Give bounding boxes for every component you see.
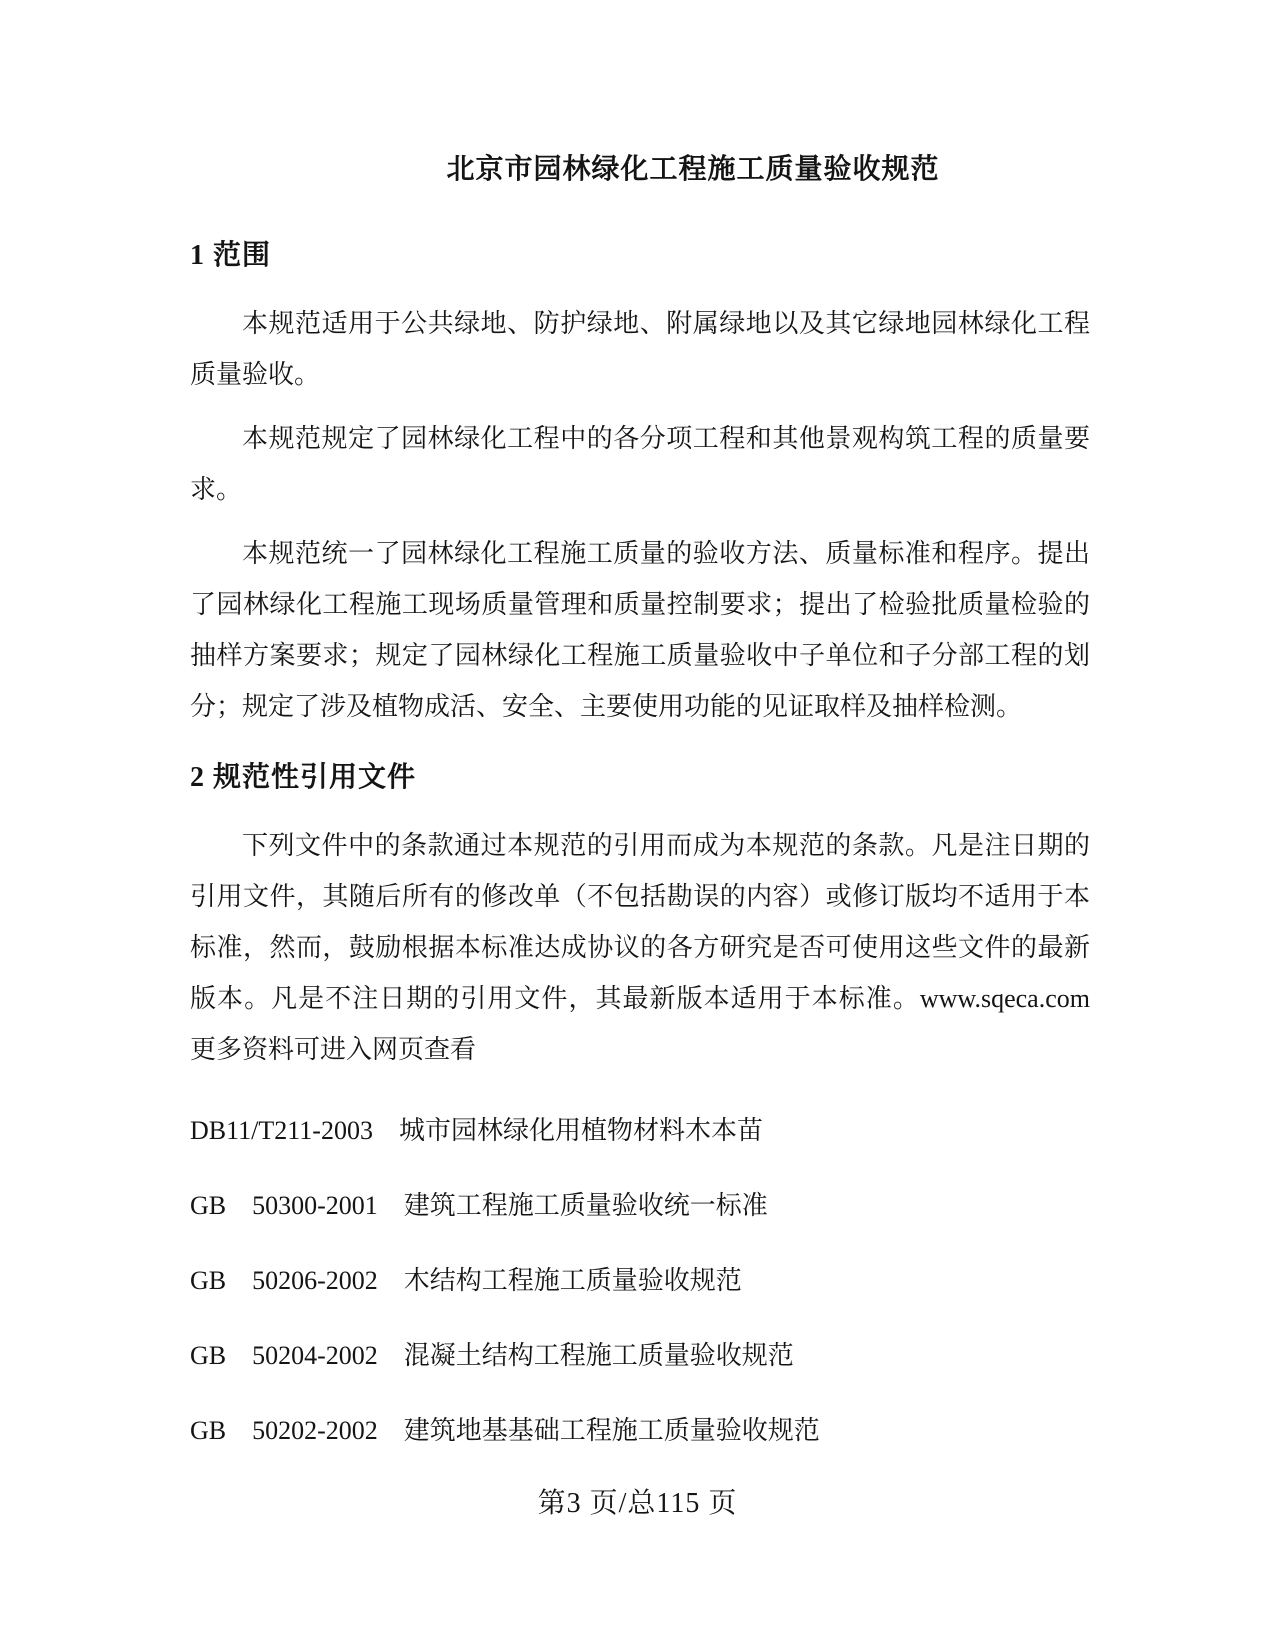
reference-list (190, 1105, 1090, 1456)
document-title: 北京市园林绿化工程施工质量验收规范 (446, 154, 940, 185)
section-references-heading: 2 规范性引用文件 (190, 762, 417, 793)
reference-item-gb-50202-2002: GB 50202-2002 建筑地基基础工程施工质量验收规范 (190, 1416, 820, 1445)
reference-item-db11-t211-2003: DB11/T211-2003 城市园林绿化用植物材料木本苗 (190, 1116, 763, 1145)
references-intro-paragraph: 下列文件中的条款通过本规范的引用而成为本规范的条款。凡是注日期的引用文件，其随后所有的修改单（不包括勘误的内容）或修订版均不适用于本标准，然而，鼓励根据本标准达成协议的各方研究是否可使用这些文件的最新版本。凡是不注日期的引用文件，其最新版本适用于本标准。www.sqeca.com 更多资料可进入网页查看 (190, 831, 1090, 1064)
section-normative-references (190, 760, 1090, 1456)
scope-paragraph-2: 本规范规定了园林绿化工程中的各分项工程和其他景观构筑工程的质量要求。 (190, 424, 1090, 504)
reference-item-gb-50300-2001: GB 50300-2001 建筑工程施工质量验收统一标准 (190, 1191, 768, 1220)
scope-paragraph-3: 本规范统一了园林绿化工程施工质量的验收方法、质量标准和程序。提出了园林绿化工程施工现场质量管理和质量控制要求；提出了检验批质量检验的抽样方案要求；规定了园林绿化工程施工质量验收中子单位和子分部工程的划分；规定了涉及植物成活、安全、主要使用功能的见证取样及抽样检测。 (190, 539, 1090, 721)
section-scope-heading: 1 范围 (190, 240, 272, 271)
scope-paragraph-1: 本规范适用于公共绿地、防护绿地、附属绿地以及其它绿地园林绿化工程质量验收。 (190, 309, 1090, 389)
section-scope (190, 238, 1090, 732)
page-footer (0, 1484, 1275, 1524)
reference-item-gb-50206-2002: GB 50206-2002 木结构工程施工质量验收规范 (190, 1266, 742, 1295)
page-number-indicator: 第3 页/总115 页 (537, 1488, 738, 1519)
reference-item-gb-50204-2002: GB 50204-2002 混凝土结构工程施工质量验收规范 (190, 1341, 794, 1370)
